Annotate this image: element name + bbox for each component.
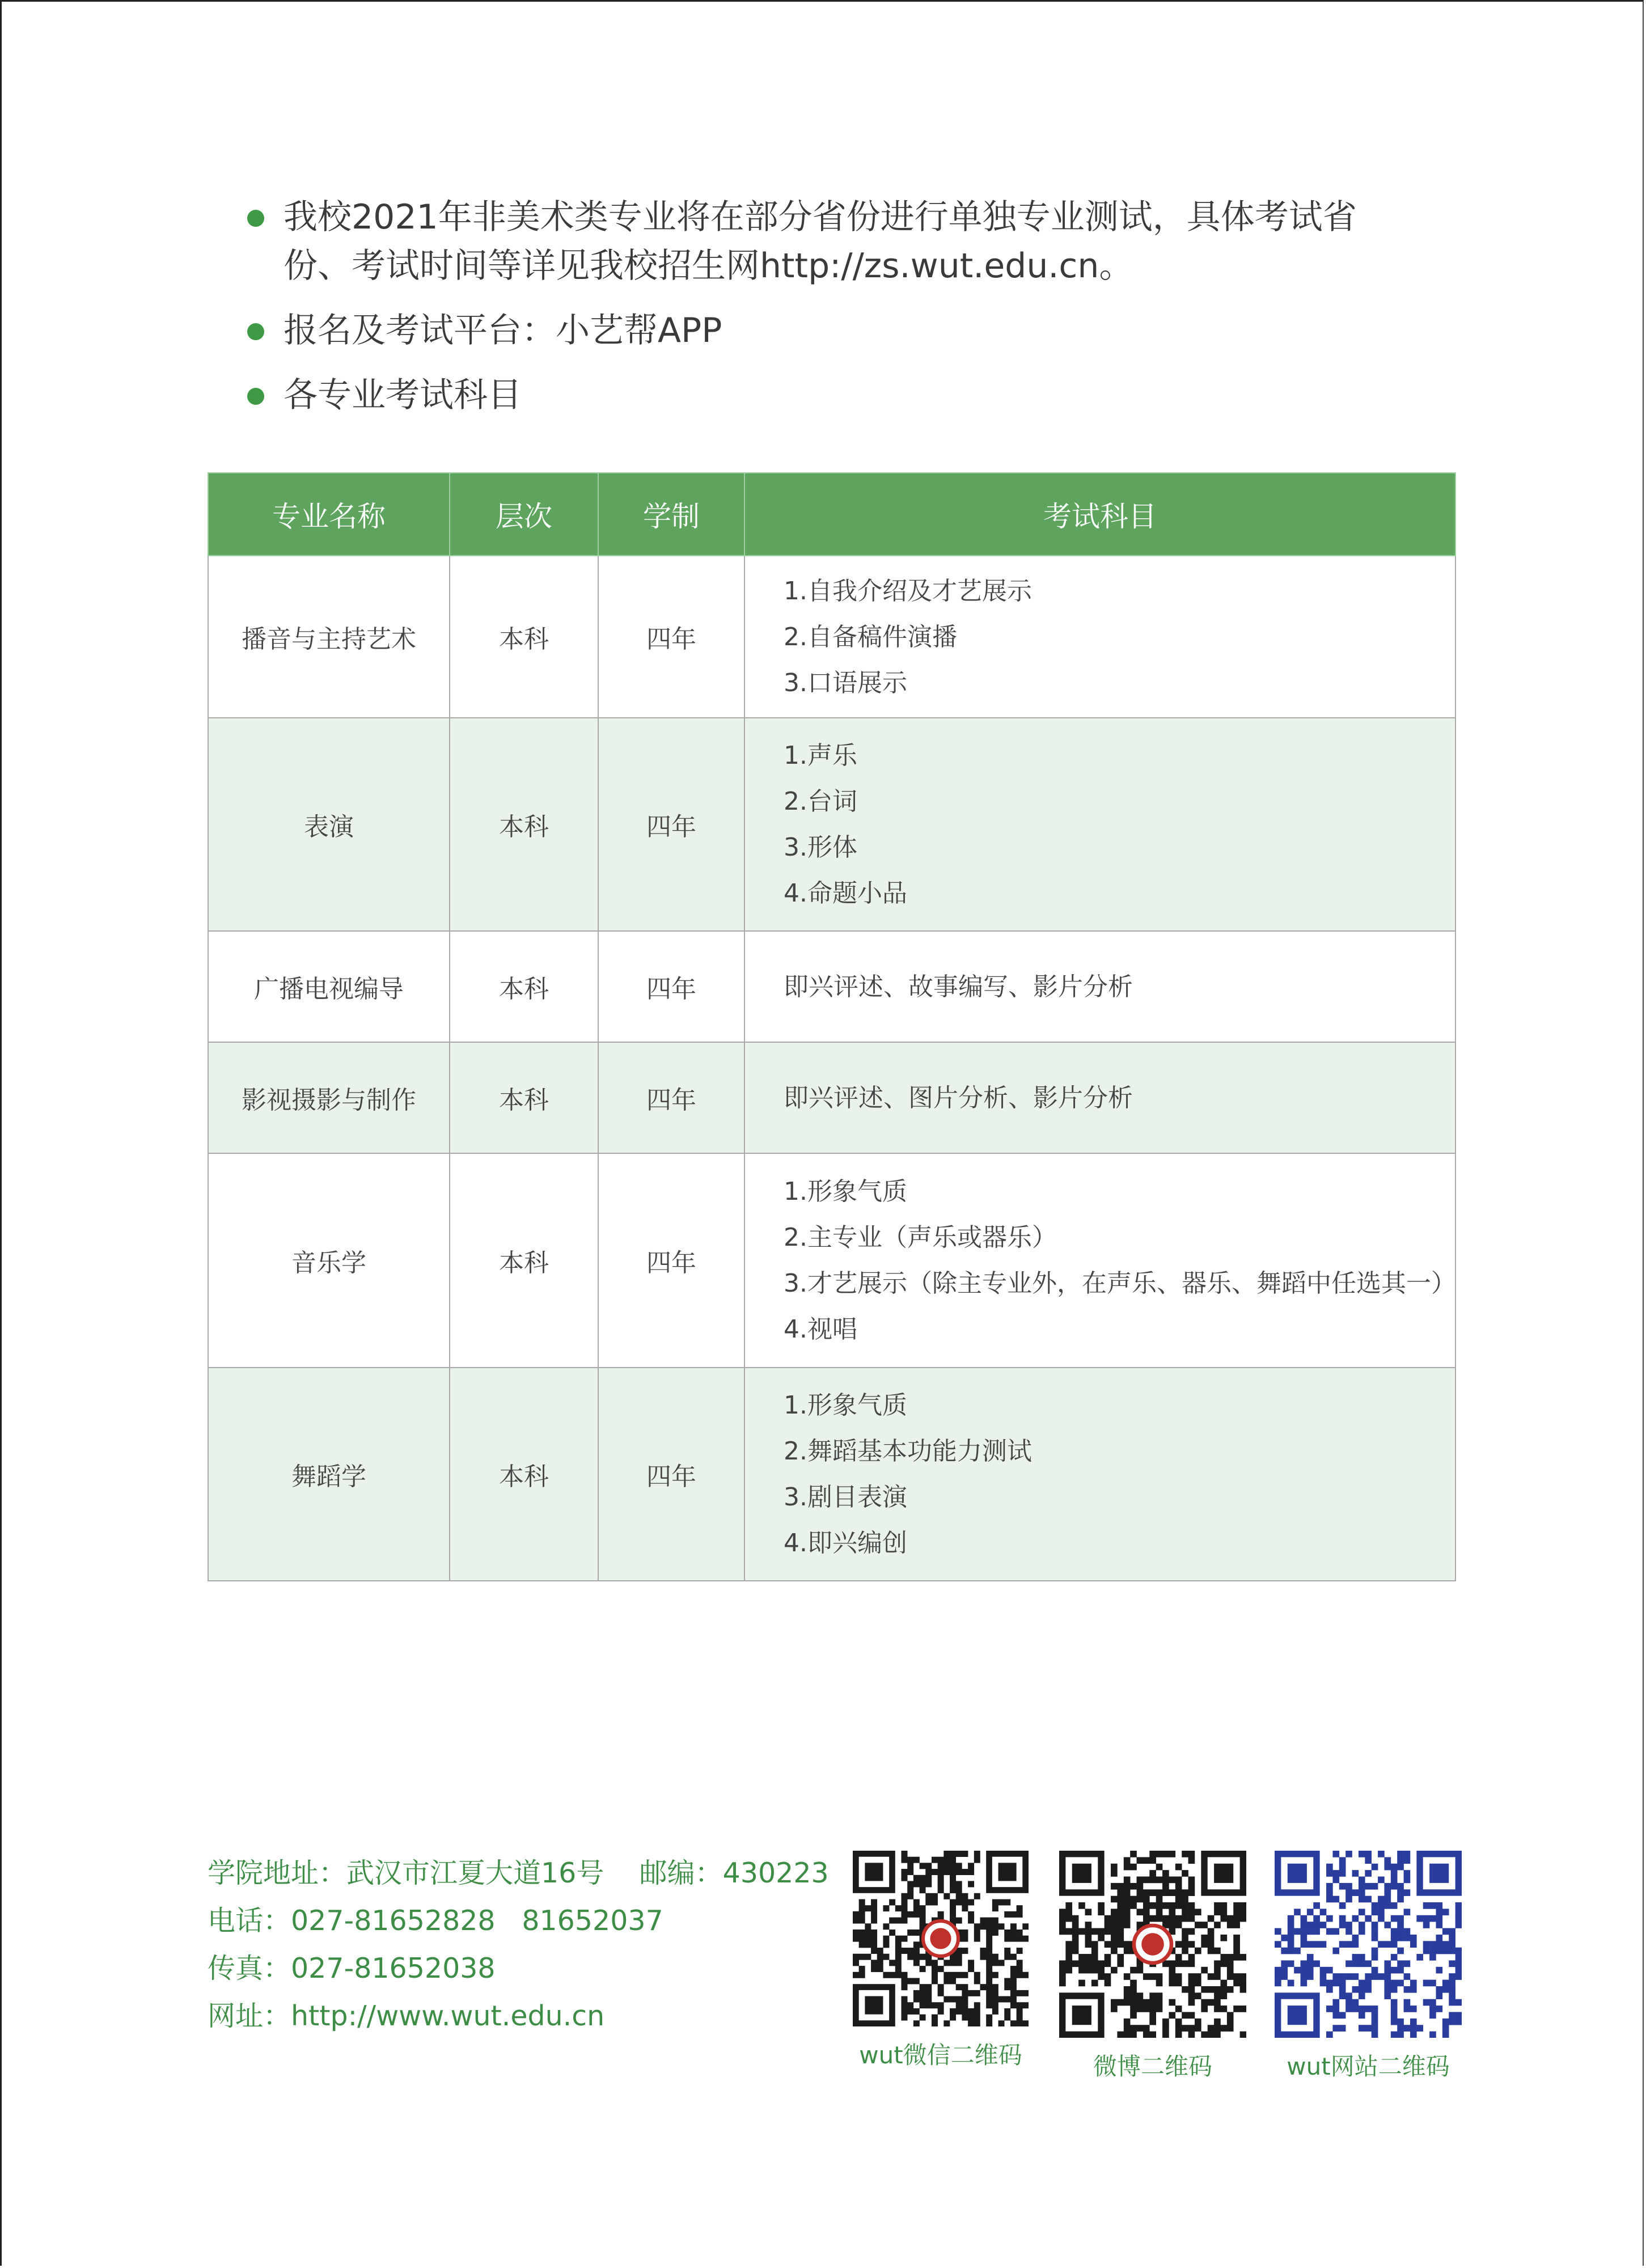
subject-item: 2.台词 [784, 787, 857, 816]
subject-item: 3.才艺展示（除主专业外，在声乐、器乐、舞蹈中任选其一） [784, 1269, 1456, 1298]
years-cell: 四年 [598, 1042, 744, 1153]
table-row [208, 1368, 1455, 1581]
qr-wechat [847, 1851, 1034, 2071]
notice-list [247, 193, 1472, 435]
years-cell: 四年 [598, 931, 744, 1042]
subject-item: 2.自备稿件演播 [784, 622, 957, 651]
years-cell: 四年 [598, 1368, 744, 1581]
level-cell: 本科 [450, 718, 598, 931]
fax-line: 传真：027-81652038 [208, 1952, 496, 1984]
notice-text-line: 报名及考试平台：小艺帮APP [283, 311, 722, 350]
qr-code-icon [1275, 1851, 1462, 2038]
header-subjects: 考试科目 [744, 473, 1455, 556]
notice-item [247, 306, 1472, 355]
subject-item: 3.口语展示 [784, 668, 907, 697]
years-cell: 四年 [598, 1153, 744, 1368]
bullet-dot-icon [247, 388, 264, 405]
notice-item [247, 193, 1472, 290]
notice-text-line: 我校2021年非美术类专业将在部分省份进行单独专业测试，具体考试省 [283, 197, 1357, 237]
bullet-dot-icon [247, 210, 264, 227]
level-cell: 本科 [450, 931, 598, 1042]
qr-website [1275, 1851, 1462, 2082]
level-cell: 本科 [450, 1368, 598, 1581]
subject-item: 4.视唱 [784, 1315, 857, 1344]
subject-item: 即兴评述、故事编写、影片分析 [784, 972, 1133, 1001]
subject-item: 2.主专业（声乐或器乐） [784, 1223, 1057, 1252]
address-line: 学院地址：武汉市江夏大道16号 邮编：430223 [208, 1857, 829, 1889]
subjects-cell [744, 1368, 1455, 1581]
subjects-cell [744, 556, 1455, 718]
table-row [208, 1153, 1455, 1368]
major-cell: 影视摄影与制作 [208, 1042, 450, 1153]
major-cell: 播音与主持艺术 [208, 556, 450, 718]
subject-item: 3.形体 [784, 833, 857, 862]
notice-text-line: 份、考试时间等详见我校招生网http://zs.wut.edu.cn。 [283, 246, 1133, 286]
subject-item: 4.即兴编创 [784, 1529, 907, 1558]
qr-code-icon [1059, 1851, 1246, 2038]
years-cell: 四年 [598, 556, 744, 718]
subject-item: 3.剧目表演 [784, 1483, 907, 1512]
exam-subjects-table [208, 472, 1456, 1581]
major-cell: 音乐学 [208, 1153, 450, 1368]
table-row [208, 556, 1455, 718]
subjects-cell [744, 931, 1455, 1042]
subject-item: 2.舞蹈基本功能力测试 [784, 1437, 1032, 1466]
subject-item: 4.命题小品 [784, 879, 907, 908]
subject-item: 1.形象气质 [784, 1391, 907, 1420]
level-cell: 本科 [450, 1153, 598, 1368]
bullet-dot-icon [247, 323, 264, 340]
subjects-cell [744, 1153, 1455, 1368]
qr-weibo [1059, 1851, 1246, 2082]
qr-caption: 微博二维码 [1093, 2053, 1212, 2080]
years-cell: 四年 [598, 718, 744, 931]
table-row [208, 718, 1455, 931]
notice-item [247, 371, 1472, 420]
level-cell: 本科 [450, 556, 598, 718]
major-cell: 舞蹈学 [208, 1368, 450, 1581]
subject-item: 1.形象气质 [784, 1177, 907, 1206]
qr-caption: wut网站二维码 [1287, 2053, 1450, 2080]
subject-item: 1.自我介绍及才艺展示 [784, 576, 1032, 606]
level-cell: 本科 [450, 1042, 598, 1153]
header-level: 层次 [450, 473, 598, 556]
website-line[interactable]: 网址：http://www.wut.edu.cn [208, 2000, 605, 2032]
subject-item: 即兴评述、图片分析、影片分析 [784, 1083, 1133, 1112]
table-row [208, 1042, 1455, 1153]
table-row [208, 931, 1455, 1042]
header-years: 学制 [598, 473, 744, 556]
notice-text-line: 各专业考试科目 [283, 375, 522, 415]
subjects-cell [744, 1042, 1455, 1153]
subject-item: 1.声乐 [784, 741, 857, 770]
header-major: 专业名称 [208, 473, 450, 556]
phone-line: 电话：027-81652828 81652037 [208, 1905, 663, 1937]
subjects-cell [744, 718, 1455, 931]
qr-caption: wut微信二维码 [859, 2041, 1022, 2069]
major-cell: 表演 [208, 718, 450, 931]
major-cell: 广播电视编导 [208, 931, 450, 1042]
contact-info [208, 1850, 829, 2040]
qr-code-icon [853, 1851, 1029, 2026]
table-header-row [208, 473, 1455, 556]
